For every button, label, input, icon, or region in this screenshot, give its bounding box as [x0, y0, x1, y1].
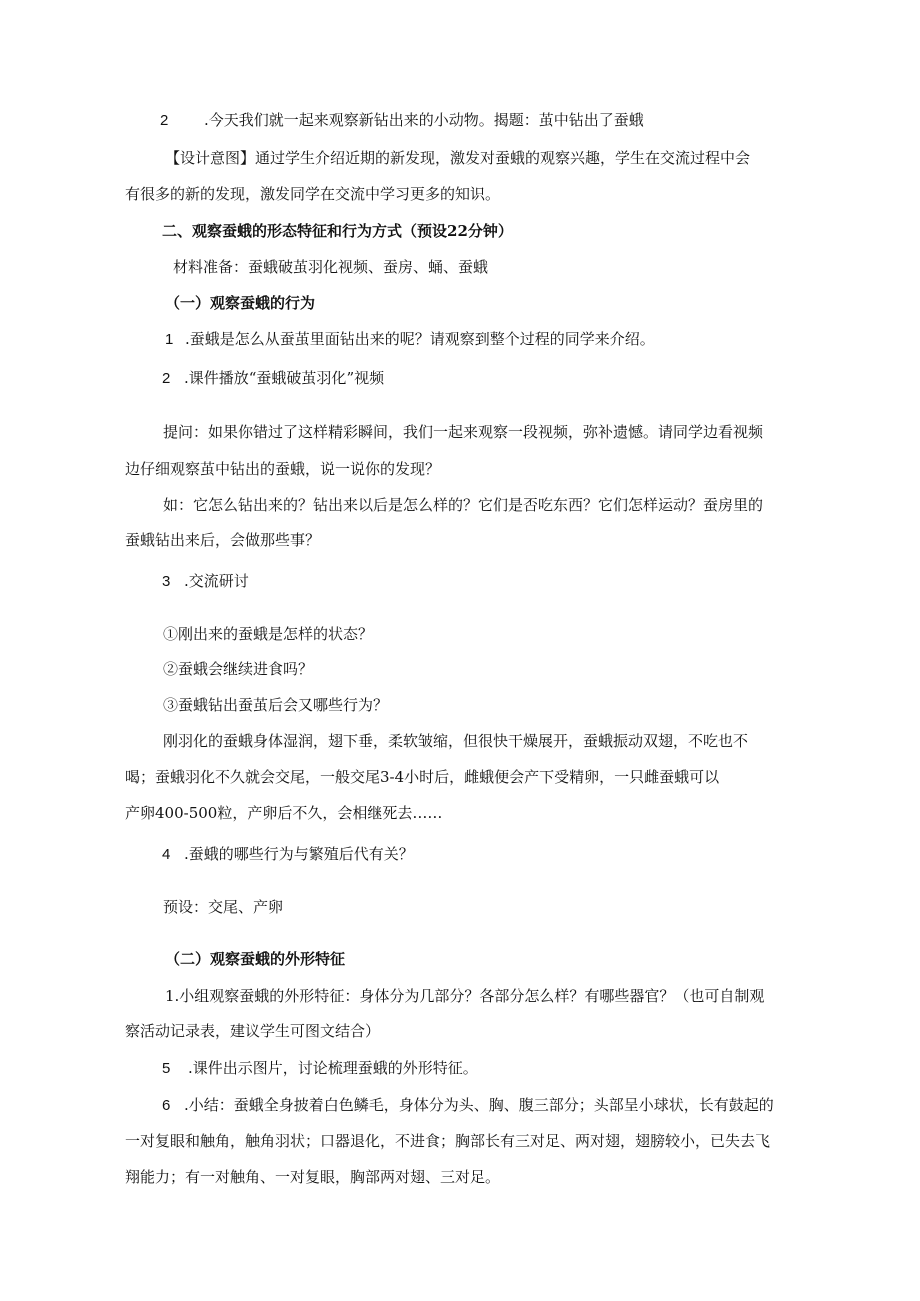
answer-line-1: 刚羽化的蚕蛾身体湿润，翅下垂，柔软皱缩，但很快干燥展开，蚕蛾振动双翅，不吃也不 [163, 732, 749, 750]
subsection-heading-1: （一）观察蚕蛾的行为 [165, 294, 316, 312]
list-text: .课件出示图片，讨论梳理蚕蛾的外形特征。 [188, 1059, 478, 1077]
materials-line: 材料准备：蚕蛾破茧羽化视频、蚕房、蛹、蚕蛾 [173, 258, 489, 276]
list-text: .课件播放“蚕蛾破茧羽化”视频 [184, 369, 385, 387]
list-number: 1 [165, 331, 174, 348]
step-2-video [162, 367, 384, 390]
step-1 [165, 328, 655, 351]
summary-line-2: 一对复眼和触角，触角羽状；口器退化，不进食；胸部长有三对足、两对翅，翅膀较小，已失去飞 [125, 1132, 771, 1150]
example-line-2: 蚕蛾钻出来后，会做那些事？ [125, 531, 321, 549]
list-number: 6 [162, 1097, 171, 1114]
list-number: 4 [162, 846, 171, 863]
step-4 [162, 843, 414, 866]
group-observation-line-1: 1.小组观察蚕蛾的外形特征：身体分为几部分？各部分怎么样？有哪些器官？（也可自制观 [165, 987, 765, 1005]
list-text: .蚕蛾的哪些行为与繁殖后代有关？ [184, 845, 414, 863]
section-heading-2: 二、观察蚕蛾的形态特征和行为方式（预设22分钟） [162, 222, 513, 240]
list-text: .今天我们就一起来观察新钻出来的小动物。揭题：茧中钻出了蚕蛾 [204, 111, 644, 129]
list-number: 2 [160, 112, 169, 129]
discussion-question-1: ①刚出来的蚕蛾是怎样的状态？ [163, 625, 374, 643]
answer-line-3: 产卵400-500粒，产卵后不久，会相继死去…… [125, 804, 443, 822]
preset-answer: 预设：交尾、产卵 [163, 898, 284, 916]
list-number: 5 [162, 1060, 171, 1077]
answer-line-2: 喝；蚕蛾羽化不久就会交尾，一般交尾3-4小时后，雌蛾便会产下受精卵，一只雌蚕蛾可以 [125, 768, 720, 786]
design-intent-line-2: 有很多的新的发现，激发同学在交流中学习更多的知识。 [125, 185, 501, 203]
question-line-2: 边仔细观察茧中钻出的蚕蛾，说一说你的发现？ [125, 460, 441, 478]
example-line-1: 如：它怎么钻出来的？钻出来以后是怎么样的？它们是否吃东西？它们怎样运动？蚕房里的 [163, 496, 764, 514]
step-2-intro [160, 109, 644, 132]
summary-line-3: 翔能力；有一对触角、一对复眼，胸部两对翅、三对足。 [125, 1168, 501, 1186]
design-intent-line-1: 【设计意图】通过学生介绍近期的新发现，激发对蚕蛾的观察兴趣，学生在交流过程中会 [165, 149, 751, 167]
list-text: .小结：蚕蛾全身披着白色鳞毛，身体分为头、胸、腹三部分；头部呈小球状，长有鼓起的 [184, 1096, 774, 1114]
list-number: 2 [162, 370, 171, 387]
discussion-question-2: ②蚕蛾会继续进食吗？ [163, 660, 314, 678]
list-text: .交流研讨 [184, 572, 249, 590]
subsection-heading-2: （二）观察蚕蛾的外形特征 [165, 950, 346, 968]
step-5 [162, 1057, 478, 1080]
question-line-1: 提问：如果你错过了这样精彩瞬间，我们一起来观察一段视频，弥补遗憾。请同学边看视频 [163, 423, 764, 441]
group-observation-line-2: 察活动记录表，建议学生可图文结合） [125, 1022, 381, 1040]
step-6-summary [162, 1094, 774, 1117]
list-number: 3 [162, 573, 171, 590]
step-3 [162, 570, 249, 593]
discussion-question-3: ③蚕蛾钻出蚕茧后会又哪些行为？ [163, 696, 389, 714]
list-text: .蚕蛾是怎么从蚕茧里面钻出来的呢？请观察到整个过程的同学来介绍。 [185, 330, 655, 348]
